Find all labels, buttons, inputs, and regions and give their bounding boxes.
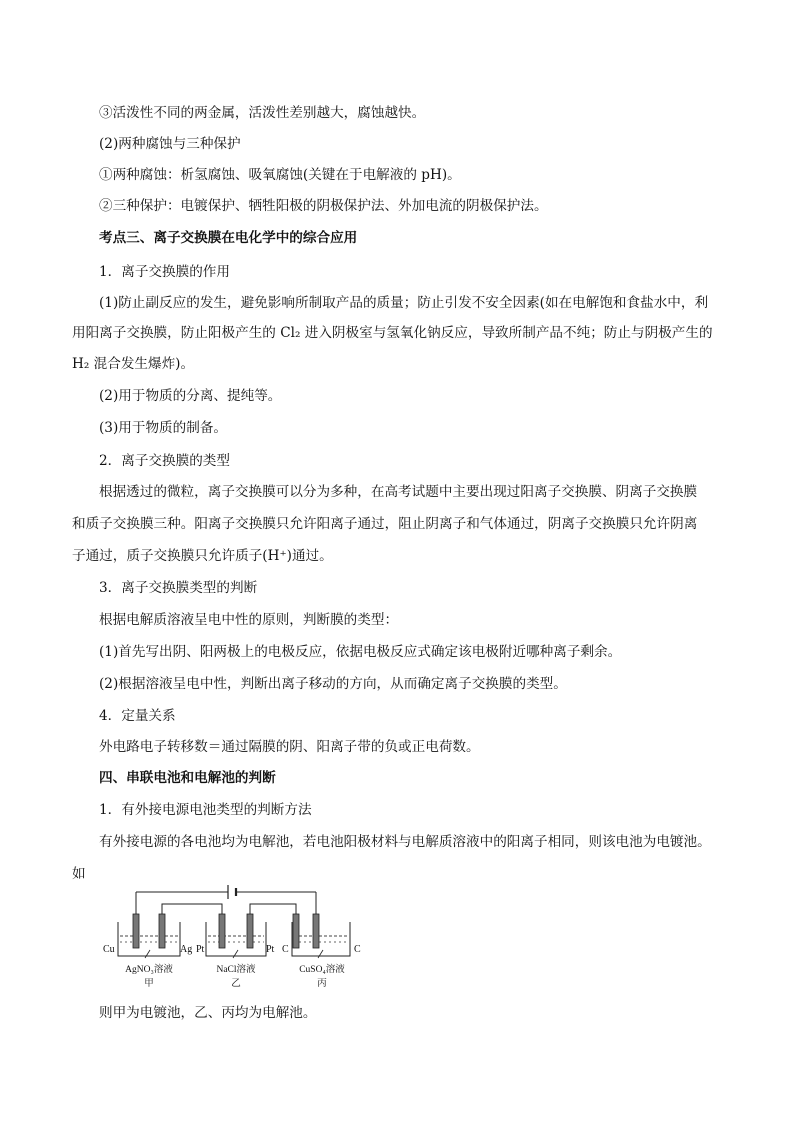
- subheading: 1．有外接电源电池类型的判断方法: [99, 802, 312, 818]
- text-line: (2)两种腐蚀与三种保护: [99, 136, 241, 152]
- subheading: 4．定量关系: [99, 708, 176, 724]
- text-line: (3)用于物质的制备。: [99, 420, 228, 436]
- text-line: ①两种腐蚀：析氢腐蚀、吸氧腐蚀(关键在于电解液的 pH)。: [99, 167, 461, 183]
- subheading: 2．离子交换膜的类型: [99, 453, 230, 469]
- electrode: [293, 914, 299, 948]
- electrode-label: Pt: [196, 944, 205, 955]
- cell-name: 甲: [144, 979, 154, 989]
- text-line: 子通过，质子交换膜只允许质子(H⁺)通过。: [72, 548, 333, 564]
- electrode-label: Ag: [180, 944, 193, 955]
- text-line: 根据透过的微粒，离子交换膜可以分为多种，在高考试题中主要出现过阳离子交换膜、阴离子交换膜: [99, 484, 698, 500]
- electrode-label: Pt: [266, 944, 275, 955]
- section-heading: 考点三、离子交换膜在电化学中的综合应用: [99, 230, 358, 246]
- cell-jia: [118, 914, 180, 958]
- text-line: (1)防止副反应的发生，避免影响所制取产品的质量；防止引发不安全因素(如在电解饱和食盐水中，利: [99, 295, 709, 311]
- electrolysis-cells-figure: [100, 880, 370, 992]
- subheading: 1．离子交换膜的作用: [99, 264, 230, 280]
- text-line: 用阳离子交换膜，防止阳极产生的 Cl₂ 进入阴极室与氢氧化钠反应，导致所制产品不纯；防止与阴极产生的: [72, 325, 713, 341]
- text-line: (1)首先写出阴、阳两极上的电极反应，依据电极反应式确定该电极附近哪种离子剩余。: [99, 644, 622, 660]
- electrode-label: C: [282, 944, 289, 955]
- text-line: 外电路电子转移数＝通过隔膜的阴、阳离子带的负或正电荷数。: [99, 739, 480, 755]
- text-line: 有外接电源的各电池均为电解池，若电池阳极材料与电解质溶液中的阳离子相同，则该电池为电镀池。: [99, 834, 711, 850]
- text-line: 和质子交换膜三种。阳离子交换膜只允许阳离子通过，阻止阴离子和气体通过，阴离子交换膜只允许阴离: [72, 516, 698, 532]
- electrode-label: C: [354, 944, 361, 955]
- text-line: 根据电解质溶液呈电中性的原则，判断膜的类型：: [99, 612, 399, 628]
- circuit-wires: [136, 892, 316, 914]
- electrode: [159, 914, 165, 948]
- section-heading: 四、串联电池和电解池的判断: [99, 770, 276, 786]
- cell-name: 丙: [317, 979, 327, 989]
- cell-yi: [206, 914, 266, 958]
- text-line: H₂ 混合发生爆炸)。: [72, 356, 195, 372]
- electrode-label: Cu: [103, 944, 115, 955]
- electrode: [133, 914, 139, 948]
- solution-label: NaCl溶液: [216, 965, 256, 975]
- text-line: ③活泼性不同的两金属，活泼性差别越大，腐蚀越快。: [99, 105, 426, 121]
- battery-icon: [228, 885, 236, 899]
- solution-label: AgNO₃溶液: [125, 965, 173, 975]
- subheading: 3．离子交换膜类型的判断: [99, 580, 258, 596]
- solution-label: CuSO₄溶液: [299, 965, 345, 975]
- electrode: [219, 914, 225, 948]
- electrode: [247, 914, 253, 948]
- cell-name: 乙: [231, 979, 241, 989]
- text-line: (2)根据溶液呈电中性，判断出离子移动的方向，从而确定离子交换膜的类型。: [99, 676, 567, 692]
- electrode: [313, 914, 319, 948]
- text-line: ②三种保护：电镀保护、牺牲阳极的阴极保护法、外加电流的阴极保护法。: [99, 198, 548, 214]
- cell-bing: [292, 914, 350, 958]
- text-line: 如: [72, 866, 86, 882]
- text-line: 则甲为电镀池，乙、丙均为电解池。: [99, 1005, 317, 1021]
- text-line: (2)用于物质的分离、提纯等。: [99, 388, 282, 404]
